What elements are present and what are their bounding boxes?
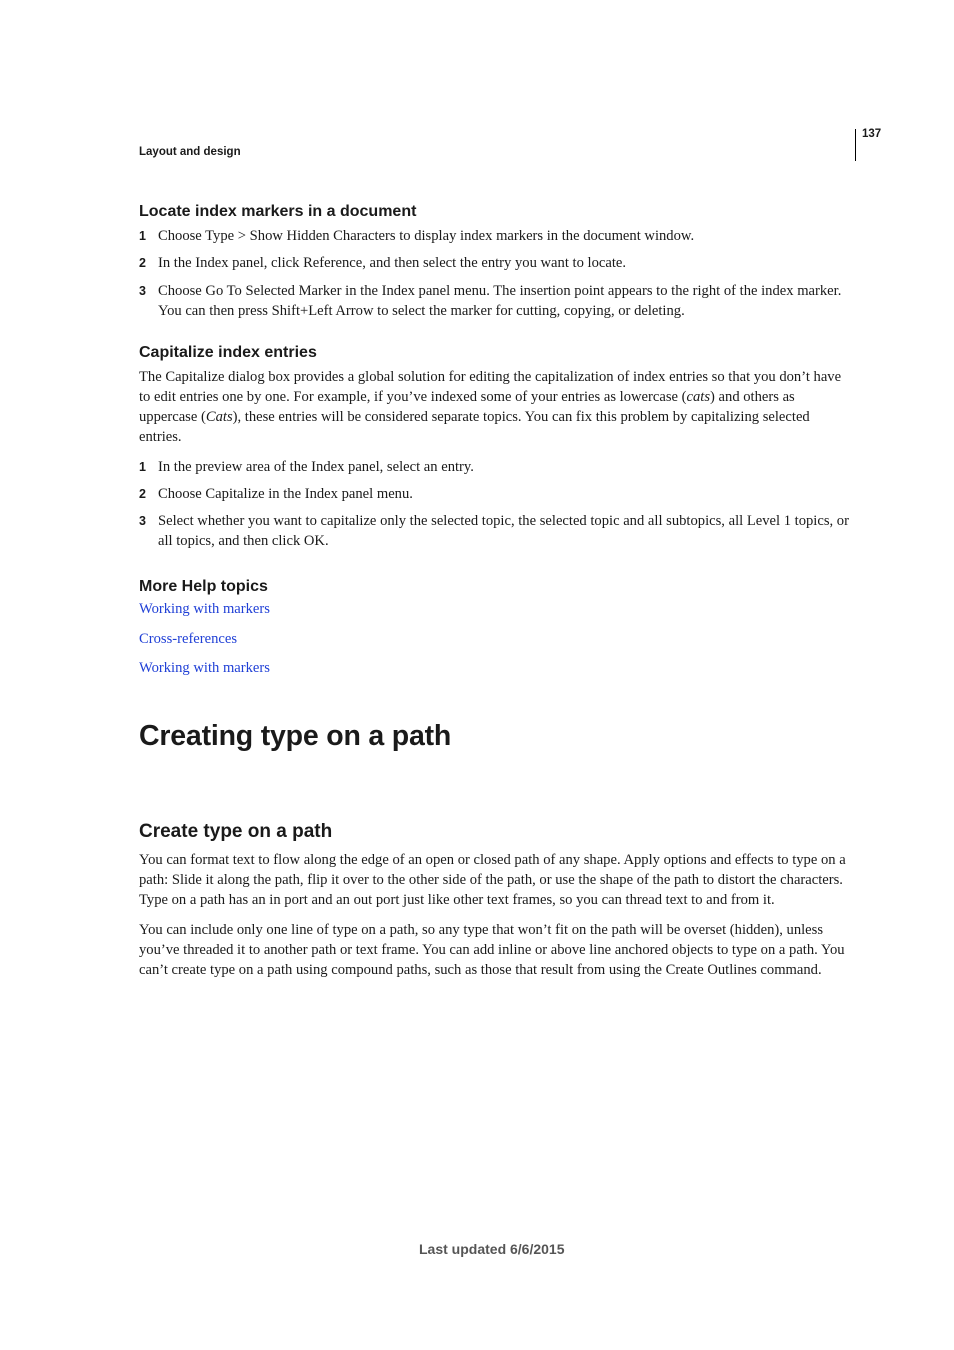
intro-text: The Capitalize dialog box provides a global solution for editing the capitalization of index entries so that you don’t have to edit entries one by one. For example, if you’ve indexed some of your entries as lowercase ( <box>139 369 842 405</box>
page-number: 137 <box>862 128 882 140</box>
step-text: Choose Type > Show Hidden Characters to display index markers in the document window. <box>158 228 695 244</box>
list-item <box>139 511 851 551</box>
intro-text: ) and others as uppercase ( <box>139 389 795 425</box>
intro-emphasis: cats <box>686 389 711 405</box>
step-text: Select whether you want to capitalize only the selected topic, the selected topic and all subtopics, all Level 1 topics, or all topics, and then click OK. <box>158 513 849 549</box>
create-paragraph-2: You can include only one line of type on a path, so any type that won’t fit on the path will be overset (hidden), unless you’ve threaded it to another path or text frame. You can add inline or above line anchored objects to type on a path. You can’t create type on a path using compound paths, such as those that result from using the Create Outlines command. <box>139 922 845 978</box>
list-item <box>139 457 851 477</box>
step-text: Choose Go To Selected Marker in the Index panel menu. The insertion point appears to the right of the index marker. You can then press Shift+Left Arrow to select the marker for cutting, copying, or deleting. <box>158 283 842 319</box>
more-help-heading: More Help topics <box>139 578 268 595</box>
capitalize-intro <box>139 367 851 447</box>
footer-last-updated: Last updated 6/6/2015 <box>419 1241 565 1257</box>
step-number: 1 <box>139 229 146 243</box>
section-heading-create: Create type on a path <box>139 821 333 842</box>
list-item <box>139 281 851 321</box>
intro-emphasis: Cats <box>205 409 233 425</box>
create-paragraph-1: You can format text to flow along the edge of an open or closed path of any shape. Apply options and effects to type on a path: Slide it along the path, flip it over to the other side of the path, or use the shape of the path to distort the characters. Type on a path has an in port and an out port just like other text frames, so you can thread text to and from it. <box>139 852 846 908</box>
list-item <box>139 226 851 246</box>
chapter-title: Creating type on a path <box>139 720 452 752</box>
list-item <box>139 253 851 273</box>
step-number: 2 <box>139 487 146 501</box>
list-item <box>139 484 851 504</box>
help-link-working-with-markers[interactable]: Working with markers <box>139 601 270 617</box>
header-divider <box>855 129 856 161</box>
step-number: 1 <box>139 460 146 474</box>
step-number: 2 <box>139 256 146 270</box>
section-heading-locate: Locate index markers in a document <box>139 203 417 220</box>
help-link-cross-references[interactable]: Cross-references <box>139 631 238 647</box>
section-heading-capitalize: Capitalize index entries <box>139 344 317 361</box>
step-text: In the preview area of the Index panel, select an entry. <box>158 459 474 475</box>
step-number: 3 <box>139 284 146 298</box>
step-text: In the Index panel, click Reference, and then select the entry you want to locate. <box>158 255 627 271</box>
step-text: Choose Capitalize in the Index panel menu. <box>158 486 413 502</box>
help-link-working-with-markers-2[interactable]: Working with markers <box>139 660 270 676</box>
running-header: Layout and design <box>139 146 241 158</box>
intro-text: ), these entries will be considered separate topics. You can fix this problem by capitalizing selected entries. <box>139 409 810 445</box>
step-number: 3 <box>139 514 146 528</box>
